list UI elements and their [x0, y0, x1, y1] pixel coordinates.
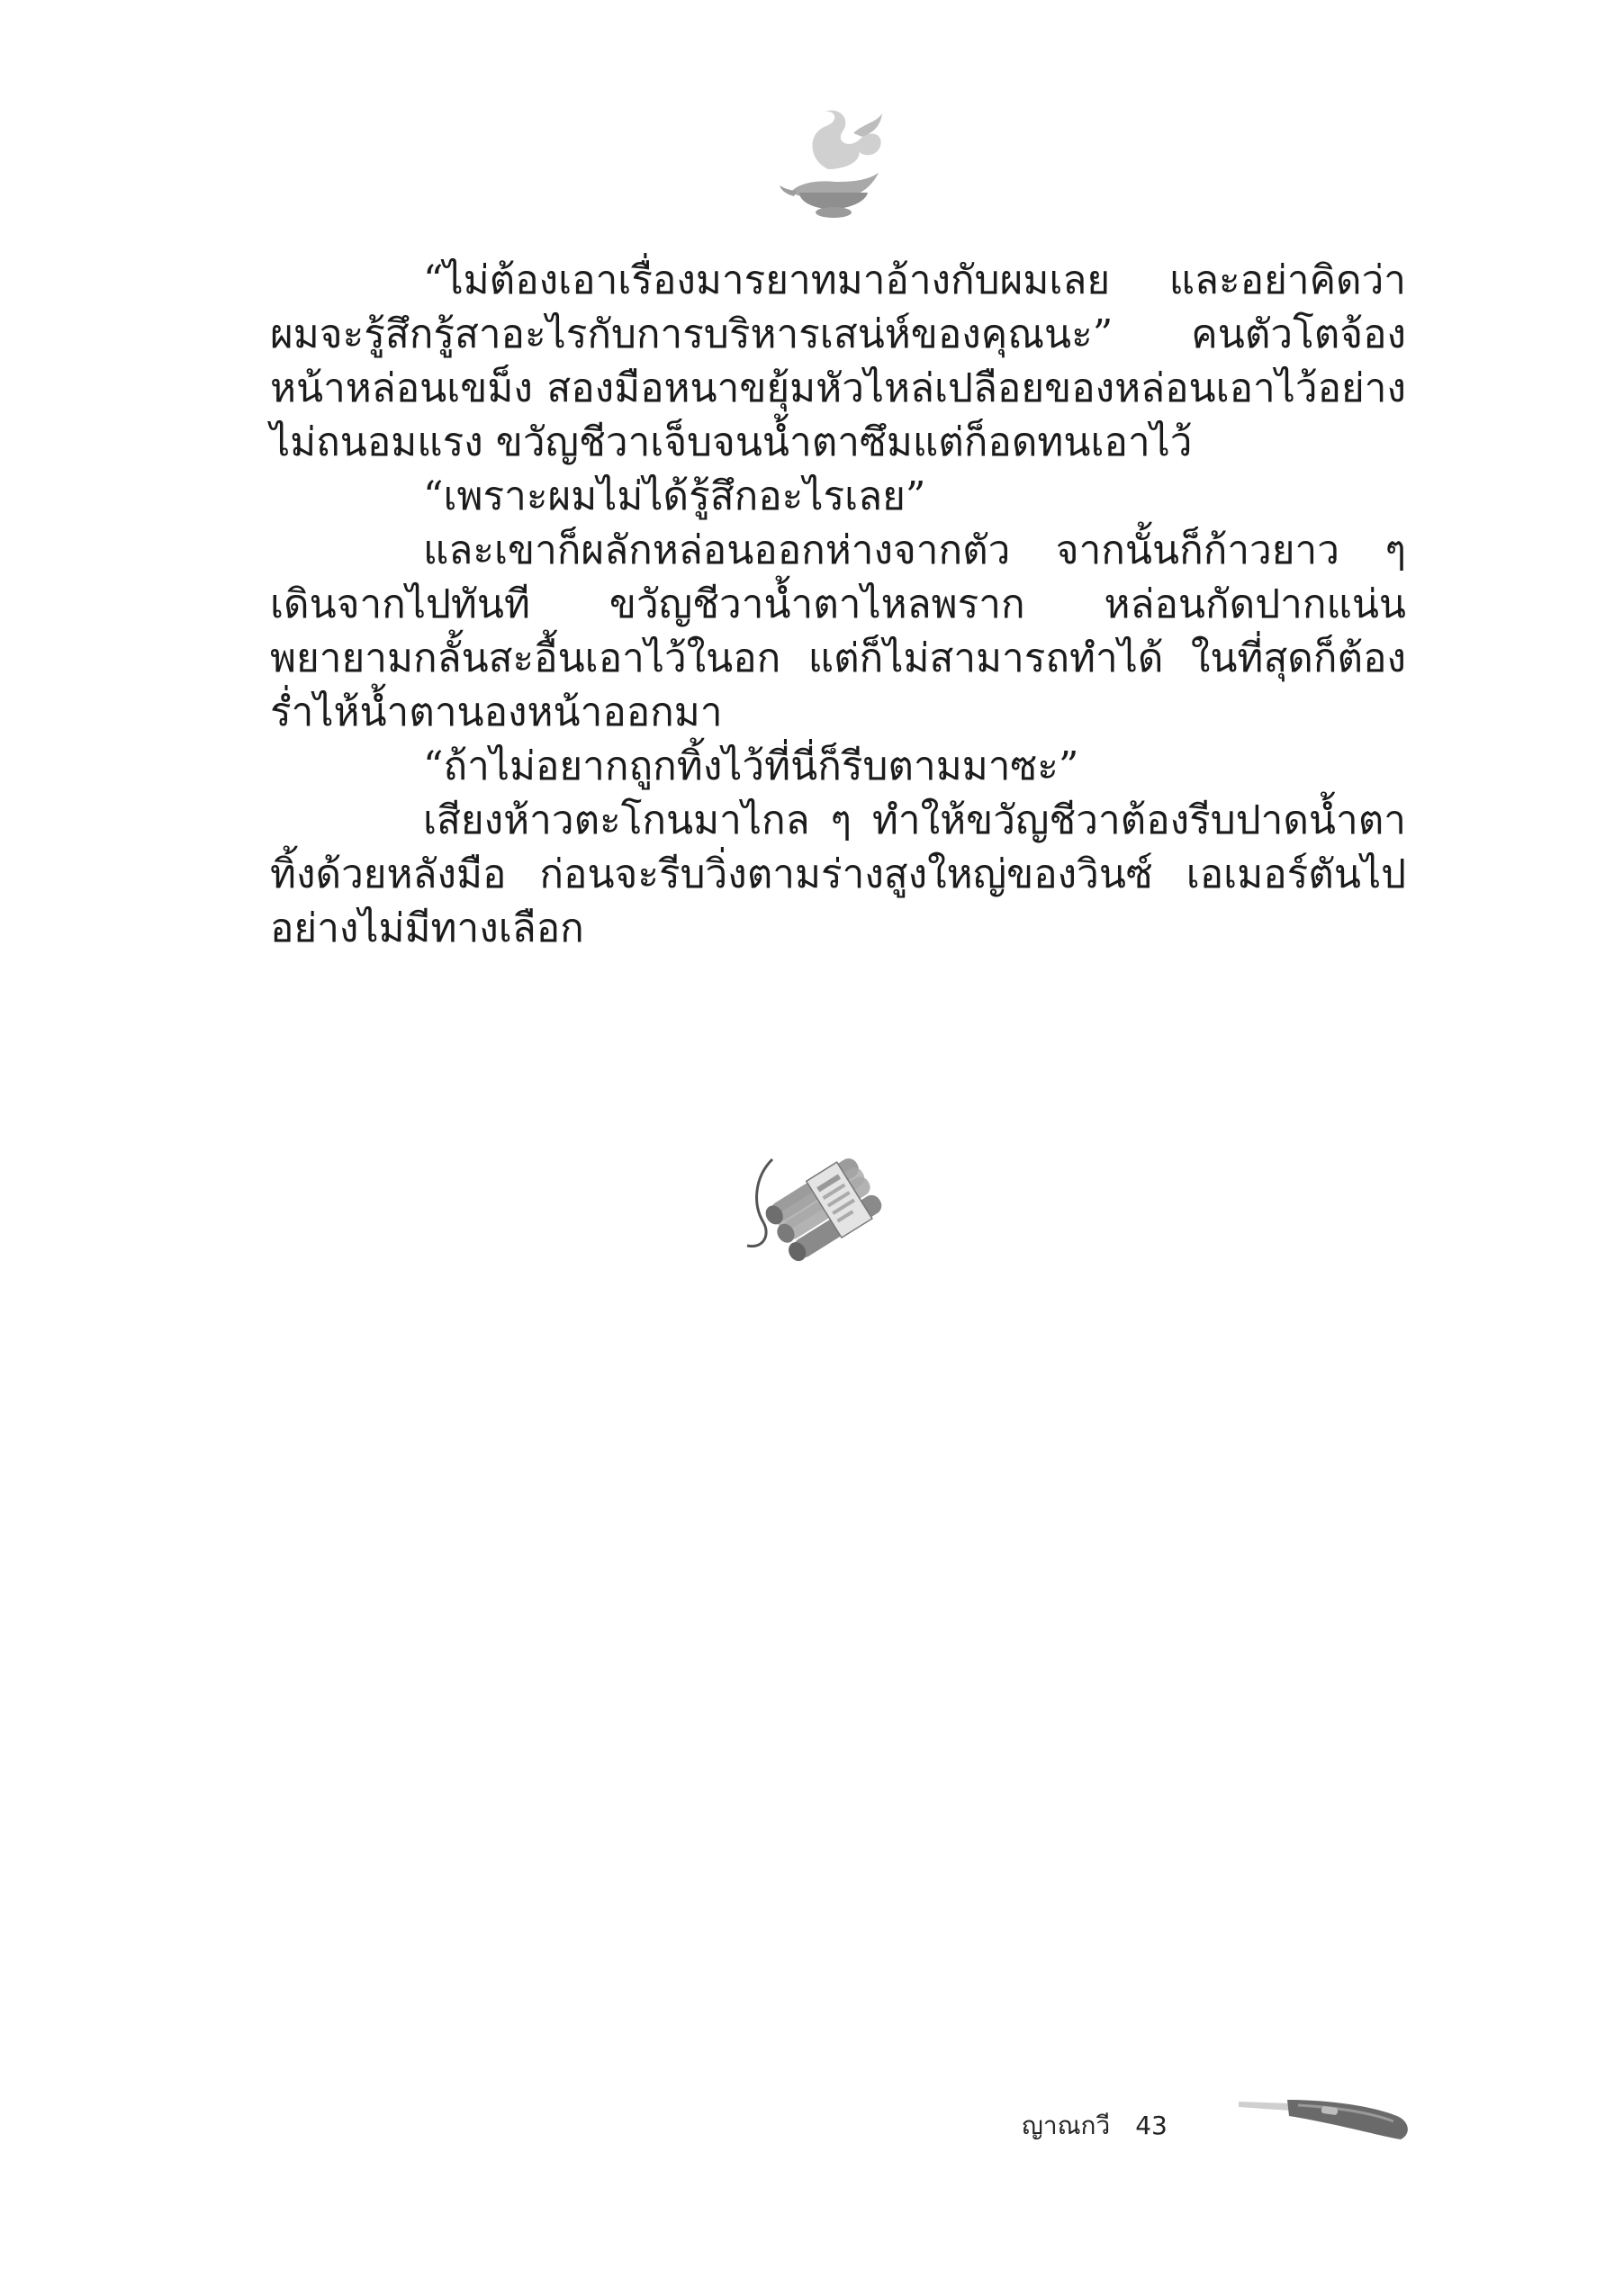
utility-knife-icon: [1235, 2084, 1415, 2156]
paragraph: และเขาก็ผลักหล่อนออกห่างจากตัว จากนั้นก็ก้าวยาว ๆ เดินจากไปทันที ขวัญชีวาน้ำตาไหลพราก หล่อนกัดปากแน่นพยายามกลั้นสะอื้นเอาไว้ในอก แต่ก็ไม่สามารถทำได้ ในที่สุดก็ต้องร่ำไห้น้ำตานองหน้าออกมา: [270, 527, 1406, 735]
paragraph: “ไม่ต้องเอาเรื่องมารยาทมาอ้างกับผมเลย และอย่าคิดว่าผมจะรู้สึกรู้สาอะไรกับการบริหารเสน่ห์ของคุณนะ” คนตัวโตจ้องหน้าหล่อนเขม็ง สองมือหนาขยุ้มหัวไหล่เปลือยของหล่อนเอาไว้อย่างไม่ถนอมแรง ขวัญชีวาเจ็บจนน้ำตาซึมแต่ก็อดทนเอาไว้: [270, 257, 1406, 465]
paragraph: “ถ้าไม่อยากถูกทิ้งไว้ที่นี่ก็รีบตามมาซะ”: [423, 743, 1079, 789]
paragraph: “เพราะผมไม่ได้รู้สึกอะไรเลย”: [423, 473, 926, 519]
page-number: 43: [1135, 2111, 1168, 2140]
body-text: [270, 254, 1406, 956]
paragraph: เสียงห้าวตะโกนมาไกล ๆ ทำให้ขวัญชีวาต้องรีบปาดน้ำตาทิ้งด้วยหลังมือ ก่อนจะรีบวิ่งตามร่างสูงใหญ่ของวินซ์ เอเมอร์ตันไปอย่างไม่มีทางเลือก: [270, 797, 1406, 951]
author-name: ญาณกวี: [1022, 2111, 1111, 2140]
dynamite-icon: [736, 1123, 916, 1294]
page-footer: [1022, 2106, 1168, 2146]
genie-lamp-icon: [772, 106, 898, 223]
